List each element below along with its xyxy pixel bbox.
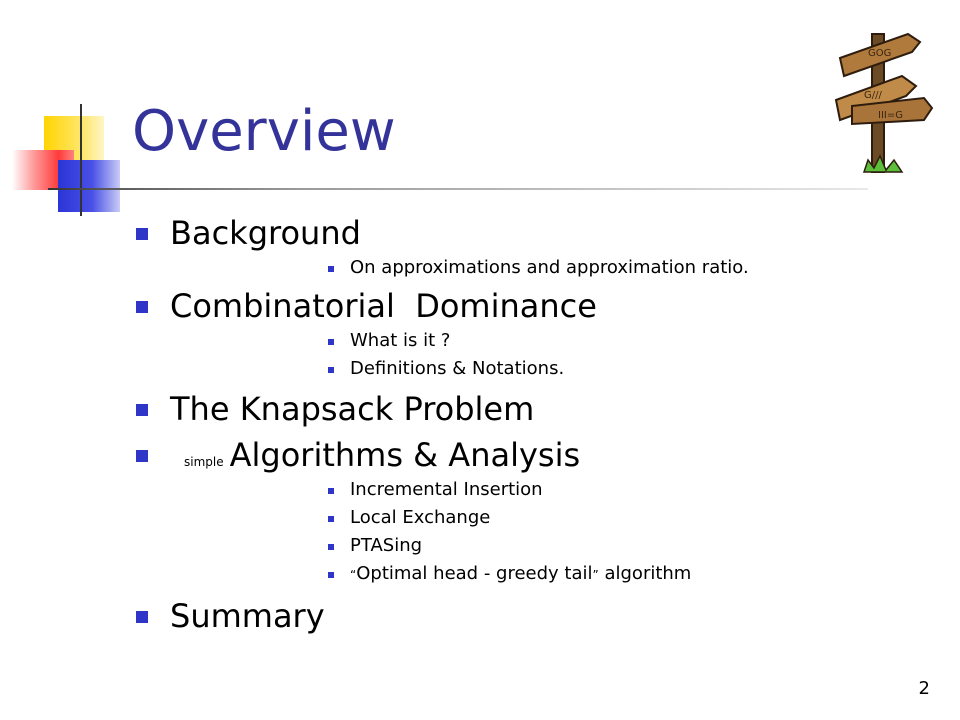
algorithm-suffix: algorithm bbox=[604, 563, 692, 584]
outline-item-background: Background bbox=[170, 214, 361, 252]
bullet-square-icon bbox=[136, 404, 148, 416]
bullet-square-icon bbox=[136, 450, 148, 462]
bullet-square-icon bbox=[136, 611, 148, 623]
open-quote: “ bbox=[350, 568, 357, 582]
decor-blue-square bbox=[58, 160, 120, 212]
outline-item-dominance: Combinatorial Dominance bbox=[170, 287, 597, 325]
outline-subitem: On approximations and approximation ratio. bbox=[350, 257, 749, 278]
bullet-square-icon bbox=[328, 367, 334, 373]
bullet-square-icon bbox=[136, 228, 148, 240]
outline-subitem: Definitions & Notations. bbox=[350, 358, 565, 379]
close-quote: ” bbox=[592, 568, 599, 582]
bullet-square-icon bbox=[328, 488, 334, 494]
bullet-square-icon bbox=[328, 544, 334, 550]
algorithms-label: Algorithms & Analysis bbox=[229, 436, 581, 474]
bullet-square-icon bbox=[328, 339, 334, 345]
title-underline bbox=[48, 188, 868, 190]
decor-vertical-line bbox=[80, 104, 82, 216]
simple-prefix: simple bbox=[184, 455, 224, 469]
slide-title: Overview bbox=[132, 99, 396, 164]
outline-subitem-algorithm bbox=[350, 565, 691, 583]
bullet-square-icon bbox=[328, 572, 334, 578]
outline-subitem: PTASing bbox=[350, 535, 423, 556]
svg-text:GOG: GOG bbox=[868, 48, 892, 59]
svg-text:G///: G/// bbox=[864, 90, 882, 101]
outline-subitem: What is it ? bbox=[350, 330, 451, 351]
page-number: 2 bbox=[918, 678, 930, 699]
outline-item-summary: Summary bbox=[170, 597, 325, 635]
signpost-icon bbox=[828, 20, 938, 180]
bullet-square-icon bbox=[136, 301, 148, 313]
outline-item-algorithms bbox=[184, 436, 581, 474]
outline-item-knapsack: The Knapsack Problem bbox=[170, 390, 535, 428]
algorithm-name: Optimal head - greedy tail bbox=[356, 563, 593, 584]
outline-subitem: Local Exchange bbox=[350, 507, 491, 528]
bullet-square-icon bbox=[328, 266, 334, 272]
bullet-square-icon bbox=[328, 516, 334, 522]
outline-subitem: Incremental Insertion bbox=[350, 479, 543, 500]
svg-text:III=G: III=G bbox=[878, 110, 903, 121]
